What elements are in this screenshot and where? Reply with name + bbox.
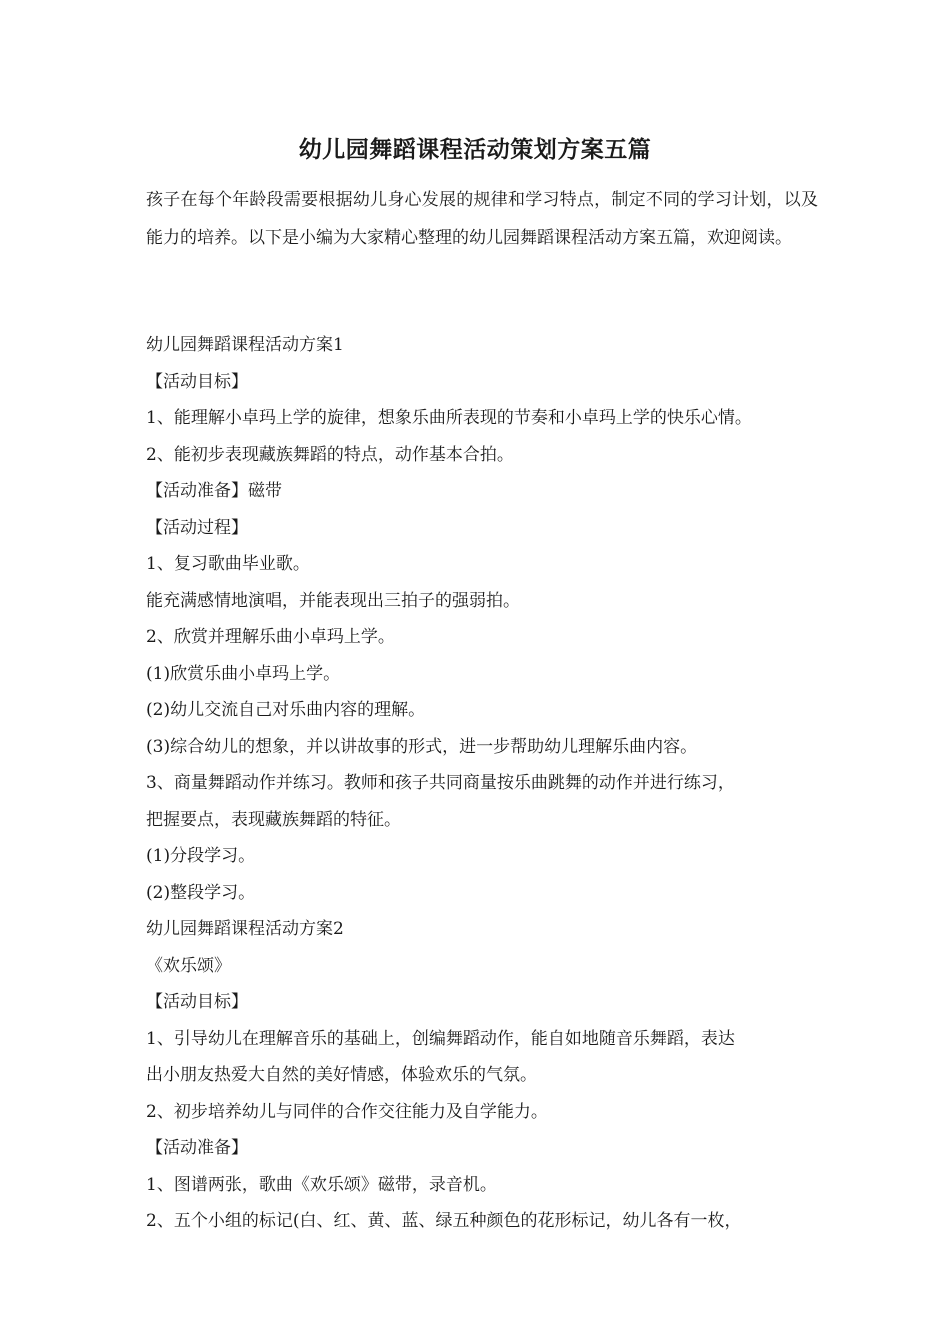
text-line: 3、商量舞蹈动作并练习。教师和孩子共同商量按乐曲跳舞的动作并进行练习，	[146, 773, 735, 793]
text-line: 【活动目标】	[146, 992, 248, 1012]
text-line: 1、复习歌曲毕业歌。	[146, 554, 310, 574]
text-line: 《欢乐颂》	[146, 955, 231, 976]
text-line: 幼儿园舞蹈课程活动方案2	[146, 919, 344, 939]
text-line: 1、图谱两张，歌曲《欢乐颂》磁带，录音机。	[146, 1174, 497, 1195]
text-line: 【活动准备】	[146, 1138, 248, 1158]
text-line: 【活动目标】	[146, 371, 248, 392]
text-line: (1)欣赏乐曲小卓玛上学。	[146, 663, 341, 684]
text-line: 【活动过程】	[146, 517, 248, 538]
text-line: 2、初步培养幼儿与同伴的合作交往能力及自学能力。	[146, 1101, 548, 1122]
document-title: 幼儿园舞蹈课程活动策划方案五篇	[298, 136, 652, 163]
text-line: 幼儿园舞蹈课程活动方案1	[146, 335, 344, 355]
text-line: 【活动准备】磁带	[146, 481, 282, 501]
text-line: (2)整段学习。	[146, 882, 256, 903]
text-line: 2、能初步表现藏族舞蹈的特点，动作基本合拍。	[146, 444, 514, 465]
text-line: 把握要点，表现藏族舞蹈的特征。	[146, 809, 401, 830]
text-line: 2、欣赏并理解乐曲小卓玛上学。	[146, 627, 395, 647]
document-body	[146, 327, 846, 1240]
text-line: (3)综合幼儿的想象，并以讲故事的形式，进一步帮助幼儿理解乐曲内容。	[146, 736, 698, 757]
text-line: 1、能理解小卓玛上学的旋律，想象乐曲所表现的节奏和小卓玛上学的快乐心情。	[146, 408, 752, 428]
text-line: (2)幼儿交流自己对乐曲内容的理解。	[146, 700, 426, 720]
intro-paragraph: 孩子在每个年龄段需要根据幼儿身心发展的规律和学习特点，制定不同的学习计划，以及能力的培养。以下是小编为大家精心整理的幼儿园舞蹈课程活动方案五篇，欢迎阅读。	[146, 190, 818, 248]
text-line: 出小朋友热爱大自然的美好情感，体验欢乐的气氛。	[146, 1065, 537, 1085]
text-line: 1、引导幼儿在理解音乐的基础上，创编舞蹈动作，能自如地随音乐舞蹈，表达	[146, 1028, 735, 1049]
text-line: 能充满感情地演唱，并能表现出三拍子的强弱拍。	[146, 590, 520, 611]
text-line: 2、五个小组的标记(白、红、黄、蓝、绿五种颜色的花形标记，幼儿各有一枚，	[146, 1211, 742, 1231]
text-line: (1)分段学习。	[146, 846, 256, 866]
